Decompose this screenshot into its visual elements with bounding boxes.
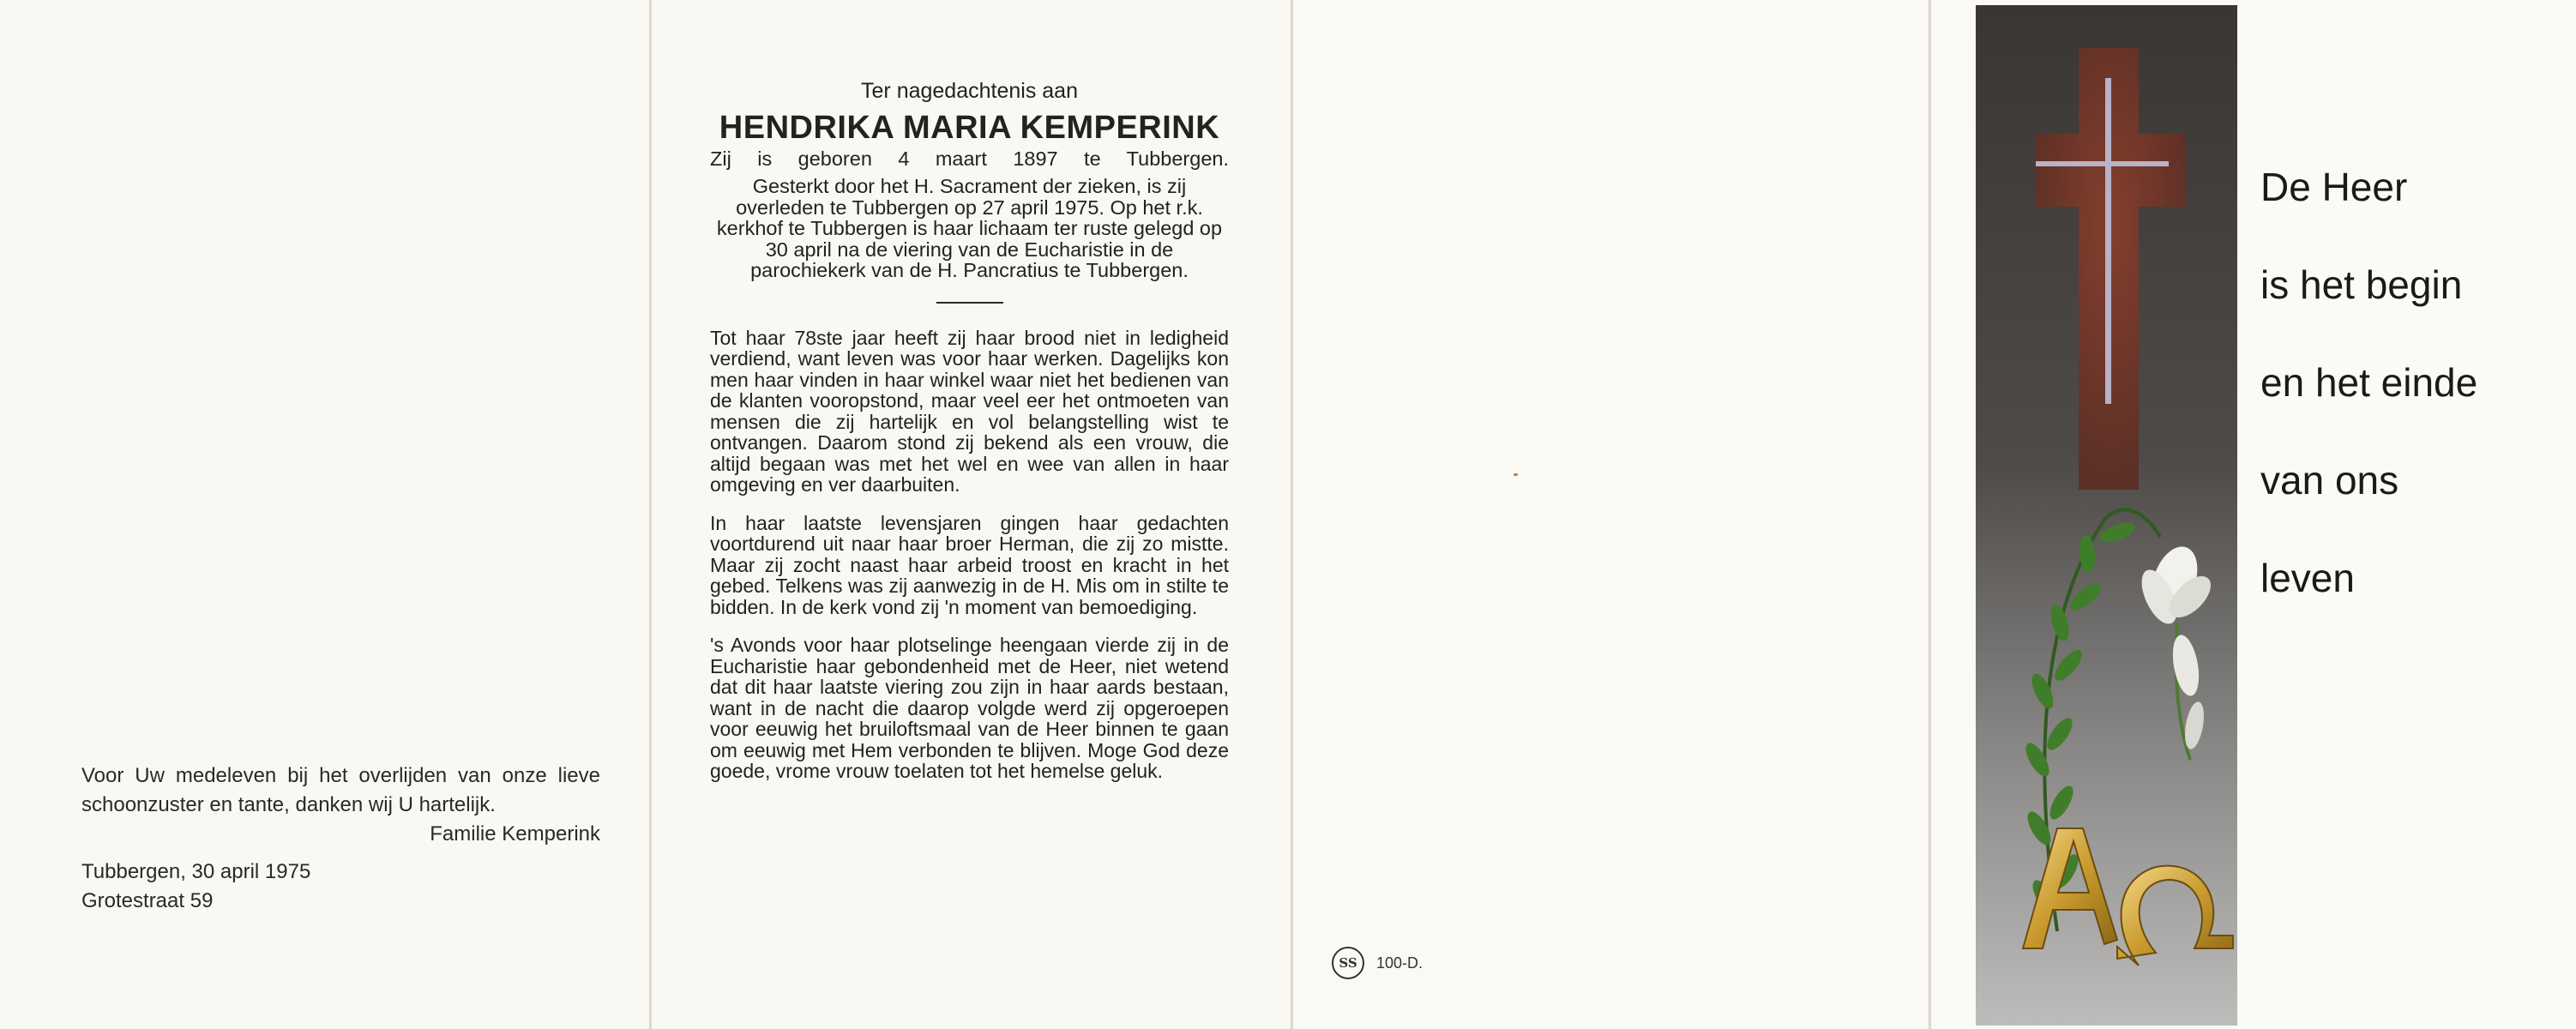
biography-paragraph: Tot haar 78ste jaar heeft zij haar brood niet in ledigheid verdiend, want leven was voor haar werken. Dagelijks kon men haar vinden in haar winkel waar niet het bedienen van de klanten vooropstond, maar veel eer het ontmoeten van mensen die zij hartelijk en vol belangstelling wist te ontvangen. Daarom stond zij bekend als een vrouw, die altijd begaan was met het wel en wee van allen in haar omgeving en ver daarbuiten. [710,326,1229,496]
divider [936,302,1003,304]
speck [1514,473,1518,476]
verse-line: leven [2260,556,2355,600]
biography-paragraph: 's Avonds voor haar plotselinge heengaan vierde zij in de Eucharistie haar gebondenheid met de Heer, niet wetend dat dit haar laatste viering zou zijn in haar aards bestaan, want in de nacht die daarop volgde werd zij opgeroepen voor eeuwig het bruiloftsmaal van de Heer binnen te gaan om eeuwig met Hem verbonden te blijven. Moge God deze goede, vrome vrouw toelaten tot het hemelse geluk. [710,634,1229,782]
deceased-name: HENDRIKA MARIA KEMPERINK [719,110,1220,146]
verse-line: De Heer [2260,165,2408,209]
thanks-message: Voor Uw medeleven bij het overlijden van onze lieve schoonzuster en tante, danken wij U hartelijk. [81,764,600,816]
birth-line: Zij is geboren 4 maart 1897 te Tubbergen. [710,147,1229,170]
printer-mark [1332,947,1423,979]
verse-line: van ons [2260,458,2399,502]
family-signature: Familie Kemperink [430,822,600,845]
print-code: 100-D. [1376,954,1423,972]
verse-line: en het einde [2260,360,2478,405]
cover-artwork [1976,5,2237,1026]
verse [2260,163,2477,652]
thank-you-note [81,761,600,916]
obituary-intro: Ter nagedachtenis aan [861,79,1078,103]
fold-line [649,0,652,1029]
address: Grotestraat 59 [81,889,214,912]
fold-line [1929,0,1931,1029]
death-details: Gesterkt door het H. Sacrament der zieken, is zij overleden te Tubbergen op 27 april 1975. Op het r.k. kerkhof te Tubbergen is haar lichaam ter ruste gelegd op 30 april na de viering van de Eucharistie in de parochiekerk van de H. Pancratius te Tubbergen. [716,175,1223,281]
fold-line [1291,0,1293,1029]
printer-logo-icon: SS [1332,947,1364,979]
obituary-text [710,75,1229,782]
verse-line: is het begin [2260,262,2463,307]
place-date: Tubbergen, 30 april 1975 [81,860,311,883]
biography-paragraph: In haar laatste levensjaren gingen haar gedachten voortdurend uit naar haar broer Herman, die zij zo mistte. Maar zij zocht naast haar arbeid troost en kracht in het gebed. Telkens was zij aanwezig in de H. Mis om in stilte te bidden. In de kerk vond zij 'n moment van bemoediging. [710,511,1229,618]
inner-blank-panel [1293,0,1928,1029]
